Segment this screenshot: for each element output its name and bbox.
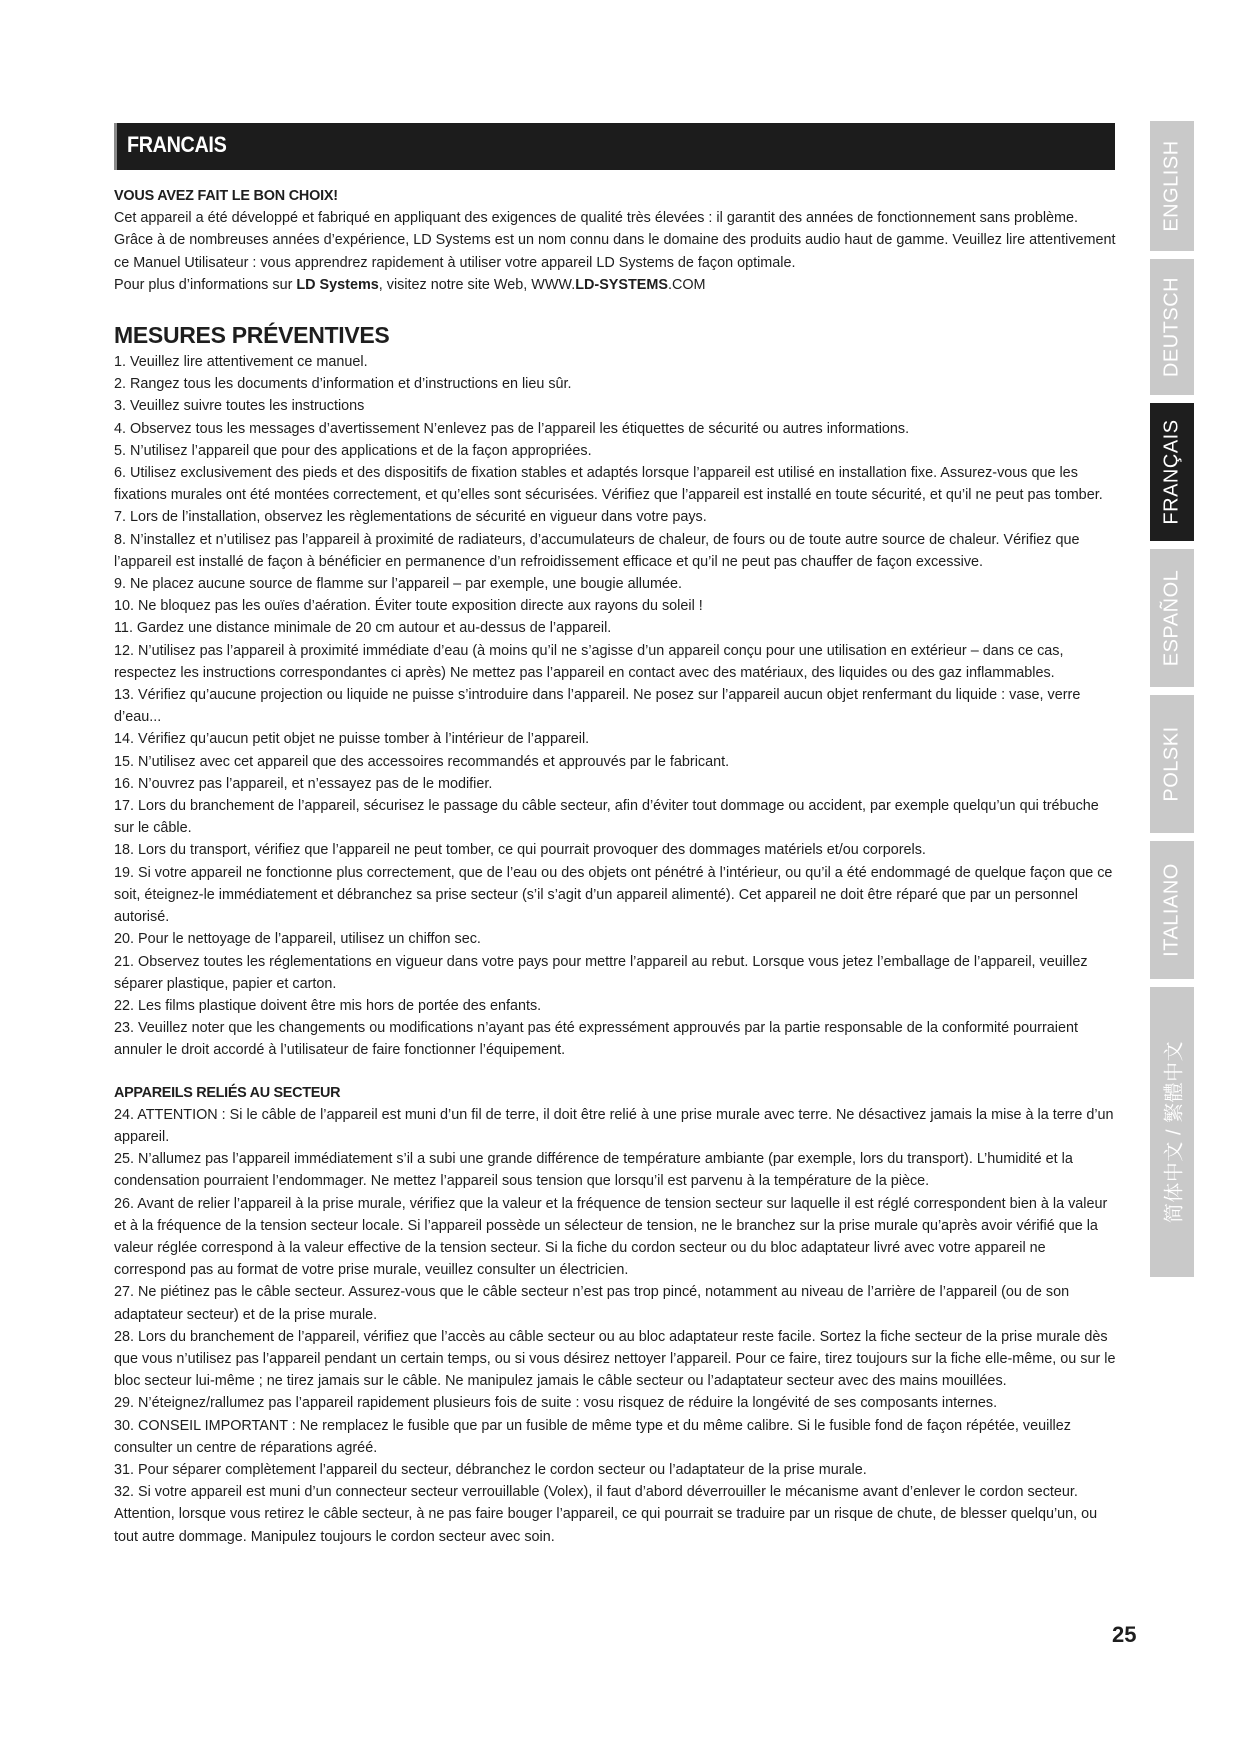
intro-paragraph: Cet appareil a été développé et fabriqué en appliquant des exigences de qualité très élevées : il garantit des années de fonctionnement sans problème. Grâce à de nombreuses années d’expérience, LD Systems est un nom connu dans le domaine des produits audio haut de gamme. Veuillez lire attentivement ce Manuel Utilisateur : vous apprendrez rapidement à utiliser votre appareil LD Systems de façon optimale. bbox=[114, 210, 1116, 271]
list-item: 16. N’ouvrez pas l’appareil, et n’essayez pas de le modifier. bbox=[114, 775, 493, 792]
list-item: 6. Utilisez exclusivement des pieds et des dispositifs de fixation stables et adaptés lorsque l’appareil est utilisé en installation fixe. Assurez-vous que les fixations murales ont été montées correctement, et qu’elles sont sécurisées. Vérifiez que l’appareil est installé en toute sécurité, et qu’il ne peut pas tomber. bbox=[114, 465, 1103, 504]
list-item: 32. Si votre appareil est muni d’un connecteur secteur verrouillable (Volex), il faut d’abord déverrouiller le mécanisme avant d’enlever le cordon secteur. Attention, lorsque vous retirez le câble secteur, à ne pas faire bouger l’appareil, ce qui pourrait se traduire par un risque de chute, de blesser quelqu’un, ou tout autre dommage. Manipulez toujours le cordon secteur avec soin. bbox=[114, 1484, 1098, 1545]
website-middle: , visitez notre site Web, WWW. bbox=[378, 276, 576, 293]
intro-heading: VOUS AVEZ FAIT LE BON CHOIX! bbox=[114, 188, 338, 204]
preventive-heading: MESURES PRÉVENTIVES bbox=[114, 322, 390, 349]
list-item: 14. Vérifiez qu’aucun petit objet ne puisse tomber à l’intérieur de l’appareil. bbox=[114, 731, 590, 748]
page-number: 25 bbox=[1112, 1622, 1137, 1647]
list-item: 11. Gardez une distance minimale de 20 cm autour et au-dessus de l’appareil. bbox=[114, 620, 612, 637]
list-item: 31. Pour séparer complètement l’appareil du secteur, débranchez le cordon secteur ou l’adaptateur de la prise murale. bbox=[114, 1461, 867, 1478]
list-item: 23. Veuillez noter que les changements ou modifications n’ayant pas été expressément approuvés par la partie responsable de la conformité pourraient annuler le droit accordé à l’utilisateur de faire fonctionner l’équipement. bbox=[114, 1020, 1078, 1059]
list-item: 30. CONSEIL IMPORTANT : Ne remplacez le fusible que par un fusible de même type et du même calibre. Si le fusible fond de façon répétée, veuillez consulter un centre de réparations agréé. bbox=[114, 1417, 1071, 1456]
list-item: 13. Vérifiez qu’aucune projection ou liquide ne puisse s’introduire dans l’appareil. Ne posez sur l’appareil aucun objet renfermant du liquide : vase, verre d’eau... bbox=[114, 687, 1081, 726]
tab-label: 简体中文 / 繁體中文 bbox=[1163, 1040, 1186, 1224]
list-item: 12. N’utilisez pas l’appareil à proximité immédiate d’eau (à moins qu’il ne s’agisse d’un appareil conçu pour une utilisation en extérieur – dans ce cas, respectez les instructions correspondantes ci après) Ne mettez pas l’appareil en contact avec des matériaux, des liquides ou des gaz inflammables. bbox=[114, 642, 1064, 681]
tab-english[interactable] bbox=[1150, 121, 1194, 251]
website-link[interactable]: LD-SYSTEMS bbox=[575, 276, 668, 293]
website-prefix: Pour plus d’informations sur bbox=[114, 276, 297, 293]
list-item: 20. Pour le nettoyage de l’appareil, utilisez un chiffon sec. bbox=[114, 931, 481, 948]
list-item: 18. Lors du transport, vérifiez que l’appareil ne peut tomber, ce qui pourrait provoquer des dommages matériels et/ou corporels. bbox=[114, 842, 926, 859]
tab-label: ITALIANO bbox=[1160, 863, 1183, 957]
tab-deutsch[interactable] bbox=[1150, 259, 1194, 395]
list-item: 22. Les films plastique doivent être mis hors de portée des enfants. bbox=[114, 997, 542, 1014]
list-item: 10. Ne bloquez pas les ouïes d’aération. Éviter toute exposition directe aux rayons du soleil ! bbox=[114, 598, 703, 615]
tab-label: FRANÇAIS bbox=[1160, 419, 1183, 525]
list-item: 8. N’installez et n’utilisez pas l’appareil à proximité de radiateurs, d’accumulateurs de chaleur, de fours ou de toute autre source de chaleur. Vérifiez que l’appareil est installé de façon à bénéficier en permanence d’un refroidissement efficace et qu’il ne peut pas chauffer de façon excessive. bbox=[114, 531, 1080, 570]
website-line bbox=[114, 274, 1118, 296]
content-column bbox=[114, 185, 1118, 1548]
tab-polski[interactable] bbox=[1150, 695, 1194, 833]
mains-heading: APPAREILS RELIÉS AU SECTEUR bbox=[114, 1084, 341, 1101]
tab-label: POLSKI bbox=[1160, 726, 1183, 802]
list-item: 26. Avant de relier l’appareil à la prise murale, vérifiez que la valeur et la fréquence de tension secteur sur laquelle il est réglé correspondent bien à la valeur et à la fréquence de la tension secteur locale. Si l’appareil possède un sélecteur de tension, ne le branchez sur la prise murale qu’après avoir vérifié que la valeur réglée correspond à la valeur effective de la tension secteur. Si la fiche du cordon secteur ou du bloc adaptateur livré avec votre appareil ne correspond pas au format de votre prise murale, veuillez consulter un électricien. bbox=[114, 1195, 1108, 1279]
list-item: 15. N’utilisez avec cet appareil que des accessoires recommandés et approuvés par le fabricant. bbox=[114, 753, 730, 770]
list-item: 17. Lors du branchement de l’appareil, sécurisez le passage du câble secteur, afin d’éviter tout dommage ou accident, par exemple quelqu’un qui trébuche sur le câble. bbox=[114, 798, 1099, 837]
list-item: 3. Veuillez suivre toutes les instructions bbox=[114, 398, 365, 415]
tab-label: ESPAÑOL bbox=[1160, 569, 1183, 667]
list-item: 27. Ne piétinez pas le câble secteur. Assurez-vous que le câble secteur n’est pas trop pincé, notamment au niveau de l’arrière de l’appareil (ou de son adaptateur secteur) et de la prise murale. bbox=[114, 1284, 1070, 1323]
list-item: 19. Si votre appareil ne fonctionne plus correctement, que de l’eau ou des objets ont pénétré à l’intérieur, ou qu’il a été endommagé de quelque façon que ce soit, éteignez-le immédiatement et débranchez sa prise secteur (s’il s’agit d’un appareil alimenté). Cet appareil ne doit être réparé que par un personnel autorisé. bbox=[114, 864, 1113, 926]
tab-chinese[interactable] bbox=[1150, 987, 1194, 1277]
list-item: 5. N’utilisez l’appareil que pour des applications et de la façon appropriées. bbox=[114, 442, 592, 459]
list-item: 9. Ne placez aucune source de flamme sur l’appareil – par exemple, une bougie allumée. bbox=[114, 576, 682, 593]
brand-name: LD Systems bbox=[296, 276, 379, 293]
list-item: 25. N’allumez pas l’appareil immédiatement s’il a subi une grande différence de température ambiante (par exemple, lors du transport). L’humidité et la condensation pourraient l’endommager. Ne mettez l’appareil sous tension que lorsqu’il est parvenu à la température de la pièce. bbox=[114, 1151, 1073, 1190]
list-item: 29. N’éteignez/rallumez pas l’appareil rapidement plusieurs fois de suite : vosu risquez de réduire la longévité de ses composants internes. bbox=[114, 1395, 998, 1412]
tab-francais[interactable] bbox=[1150, 403, 1194, 541]
tab-italiano[interactable] bbox=[1150, 841, 1194, 979]
list-item: 7. Lors de l’installation, observez les règlementations de sécurité en vigueur dans votre pays. bbox=[114, 509, 707, 526]
language-header-bar bbox=[114, 123, 1115, 170]
list-item: 24. ATTENTION : Si le câble de l’appareil est muni d’un fil de terre, il doit être relié à une prise murale avec terre. Ne désactivez jamais la mise à la terre d’un appareil. bbox=[114, 1106, 1114, 1145]
list-item: 21. Observez toutes les réglementations en vigueur dans votre pays pour mettre l’appareil au rebut. Lorsque vous jetez l’emballage de l’appareil, veuillez séparer plastique, papier et carton. bbox=[114, 953, 1088, 992]
tab-label: ENGLISH bbox=[1160, 140, 1183, 232]
tab-label: DEUTSCH bbox=[1160, 276, 1183, 378]
language-title: FRANCAIS bbox=[127, 132, 227, 157]
list-item: 2. Rangez tous les documents d’information et d’instructions en lieu sûr. bbox=[114, 376, 572, 393]
preventive-list bbox=[114, 351, 1118, 1062]
mains-list bbox=[114, 1104, 1118, 1548]
list-item: 1. Veuillez lire attentivement ce manuel. bbox=[114, 354, 368, 371]
tab-espanol[interactable] bbox=[1150, 549, 1194, 687]
list-item: 4. Observez tous les messages d’avertissement N’enlevez pas de l’appareil les étiquettes de sécurité ou autres informations. bbox=[114, 420, 910, 437]
list-item: 28. Lors du branchement de l’appareil, vérifiez que l’accès au câble secteur ou au bloc adaptateur reste facile. Sortez la fiche secteur de la prise murale dès que vous n’utilisez pas l’appareil pendant un certain temps, ou si vous désirez nettoyer l’appareil. Pour ce faire, tirez toujours sur la fiche elle-même, ou sur le bloc secteur lui-même ; ne tirez jamais sur le câble. Ne manipulez jamais le câble secteur ou l’adaptateur secteur avec des mains mouillées. bbox=[114, 1328, 1116, 1390]
website-suffix: .COM bbox=[667, 276, 706, 293]
